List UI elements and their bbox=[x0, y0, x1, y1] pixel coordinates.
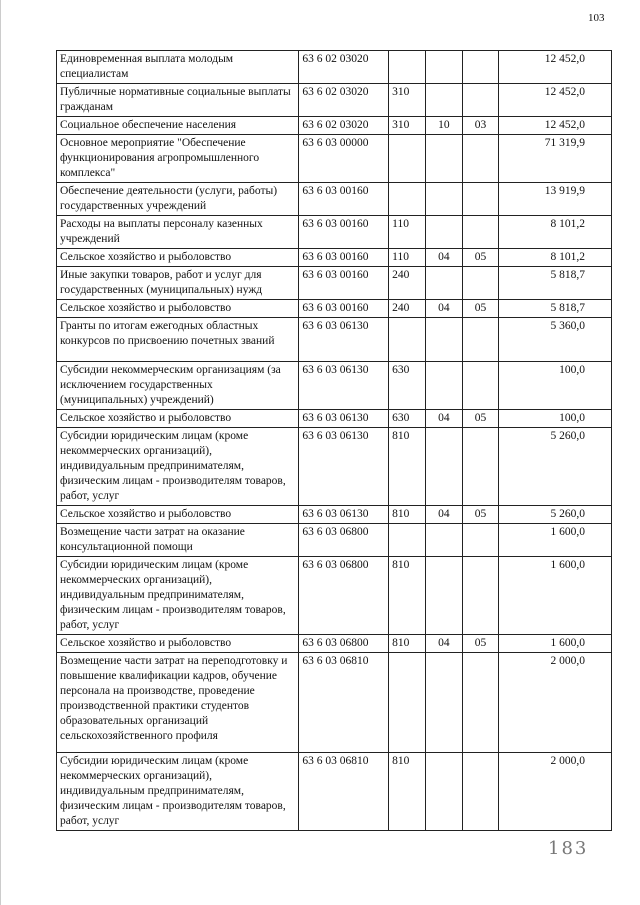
cell-amount: 5 260,0 bbox=[499, 428, 612, 506]
cell-subsection bbox=[462, 653, 499, 753]
cell-subsection bbox=[462, 216, 499, 249]
table-row bbox=[57, 653, 612, 753]
cell-subsection bbox=[462, 753, 499, 831]
table-row bbox=[57, 84, 612, 117]
table-row bbox=[57, 135, 612, 183]
cell-section bbox=[426, 524, 463, 557]
cell-section bbox=[426, 84, 463, 117]
cell-section bbox=[426, 216, 463, 249]
table-row bbox=[57, 362, 612, 410]
table-row bbox=[57, 117, 612, 135]
cell-amount: 2 000,0 bbox=[499, 653, 612, 753]
cell-section: 04 bbox=[426, 506, 463, 524]
cell-target-code: 63 6 03 00000 bbox=[299, 135, 389, 183]
cell-name: Социальное обеспечение населения bbox=[57, 117, 299, 135]
cell-expense-type: 810 bbox=[389, 557, 426, 635]
cell-expense-type: 240 bbox=[389, 267, 426, 300]
cell-name: Сельское хозяйство и рыболовство bbox=[57, 410, 299, 428]
cell-name: Субсидии некоммерческим организациям (за исключением государственных (муниципальных) учреждений) bbox=[57, 362, 299, 410]
cell-target-code: 63 6 02 03020 bbox=[299, 117, 389, 135]
cell-name: Сельское хозяйство и рыболовство bbox=[57, 635, 299, 653]
cell-target-code: 63 6 03 06130 bbox=[299, 318, 389, 362]
cell-name: Возмещение части затрат на переподготовку и повышение квалификации кадров, обучение персонала на производстве, проведение производственной практики студентов образовательных организаций сельскохозяйственного профиля bbox=[57, 653, 299, 753]
cell-section: 04 bbox=[426, 635, 463, 653]
cell-expense-type: 310 bbox=[389, 84, 426, 117]
cell-subsection bbox=[462, 183, 499, 216]
cell-subsection: 05 bbox=[462, 249, 499, 267]
budget-table-container bbox=[56, 50, 612, 831]
cell-subsection: 05 bbox=[462, 300, 499, 318]
cell-target-code: 63 6 03 06810 bbox=[299, 653, 389, 753]
cell-target-code: 63 6 03 06130 bbox=[299, 410, 389, 428]
scan-edge bbox=[0, 0, 1, 905]
cell-name: Гранты по итогам ежегодных областных конкурсов по присвоению почетных званий bbox=[57, 318, 299, 362]
table-row bbox=[57, 410, 612, 428]
cell-amount: 100,0 bbox=[499, 362, 612, 410]
cell-target-code: 63 6 03 06800 bbox=[299, 524, 389, 557]
cell-target-code: 63 6 02 03020 bbox=[299, 84, 389, 117]
table-row bbox=[57, 183, 612, 216]
cell-subsection bbox=[462, 524, 499, 557]
cell-amount: 8 101,2 bbox=[499, 249, 612, 267]
cell-amount: 5 818,7 bbox=[499, 300, 612, 318]
cell-amount: 12 452,0 bbox=[499, 84, 612, 117]
table-row bbox=[57, 267, 612, 300]
cell-name: Обеспечение деятельности (услуги, работы) государственных учреждений bbox=[57, 183, 299, 216]
cell-amount: 71 319,9 bbox=[499, 135, 612, 183]
table-row bbox=[57, 249, 612, 267]
cell-target-code: 63 6 02 03020 bbox=[299, 51, 389, 84]
cell-name: Субсидии юридическим лицам (кроме некоммерческих организаций), индивидуальным предпринимателям, физическим лицам - производителям товаров, работ, услуг bbox=[57, 557, 299, 635]
cell-section bbox=[426, 428, 463, 506]
cell-expense-type: 310 bbox=[389, 117, 426, 135]
cell-amount: 13 919,9 bbox=[499, 183, 612, 216]
handwritten-page-stamp: 183 bbox=[548, 838, 589, 859]
cell-expense-type bbox=[389, 524, 426, 557]
cell-name: Сельское хозяйство и рыболовство bbox=[57, 249, 299, 267]
budget-table bbox=[56, 50, 612, 831]
cell-section: 04 bbox=[426, 249, 463, 267]
cell-subsection: 05 bbox=[462, 635, 499, 653]
cell-section: 10 bbox=[426, 117, 463, 135]
cell-amount: 5 360,0 bbox=[499, 318, 612, 362]
cell-section bbox=[426, 51, 463, 84]
cell-amount: 5 818,7 bbox=[499, 267, 612, 300]
table-row bbox=[57, 753, 612, 831]
table-row bbox=[57, 300, 612, 318]
cell-name: Иные закупки товаров, работ и услуг для государственных (муниципальных) нужд bbox=[57, 267, 299, 300]
table-row bbox=[57, 506, 612, 524]
cell-subsection: 05 bbox=[462, 410, 499, 428]
cell-name: Сельское хозяйство и рыболовство bbox=[57, 506, 299, 524]
cell-expense-type bbox=[389, 318, 426, 362]
cell-subsection bbox=[462, 135, 499, 183]
table-row bbox=[57, 428, 612, 506]
cell-expense-type bbox=[389, 183, 426, 216]
cell-target-code: 63 6 03 00160 bbox=[299, 183, 389, 216]
cell-section bbox=[426, 183, 463, 216]
cell-amount: 100,0 bbox=[499, 410, 612, 428]
cell-name: Субсидии юридическим лицам (кроме некоммерческих организаций), индивидуальным предпринимателям, физическим лицам - производителям товаров, работ, услуг bbox=[57, 428, 299, 506]
table-row bbox=[57, 557, 612, 635]
cell-expense-type bbox=[389, 135, 426, 183]
cell-amount: 2 000,0 bbox=[499, 753, 612, 831]
cell-expense-type: 110 bbox=[389, 249, 426, 267]
cell-subsection bbox=[462, 362, 499, 410]
cell-section: 04 bbox=[426, 410, 463, 428]
cell-amount: 1 600,0 bbox=[499, 557, 612, 635]
cell-target-code: 63 6 03 06800 bbox=[299, 635, 389, 653]
cell-expense-type bbox=[389, 51, 426, 84]
cell-expense-type: 810 bbox=[389, 506, 426, 524]
cell-name: Единовременная выплата молодым специалистам bbox=[57, 51, 299, 84]
cell-section bbox=[426, 753, 463, 831]
table-row bbox=[57, 51, 612, 84]
cell-amount: 8 101,2 bbox=[499, 216, 612, 249]
cell-target-code: 63 6 03 00160 bbox=[299, 249, 389, 267]
cell-subsection bbox=[462, 557, 499, 635]
cell-expense-type: 240 bbox=[389, 300, 426, 318]
cell-name: Субсидии юридическим лицам (кроме некоммерческих организаций), индивидуальным предпринимателям, физическим лицам - производителям товаров, работ, услуг bbox=[57, 753, 299, 831]
cell-subsection bbox=[462, 267, 499, 300]
cell-target-code: 63 6 03 00160 bbox=[299, 216, 389, 249]
cell-section bbox=[426, 318, 463, 362]
cell-section bbox=[426, 362, 463, 410]
cell-subsection bbox=[462, 84, 499, 117]
table-row bbox=[57, 635, 612, 653]
cell-section: 04 bbox=[426, 300, 463, 318]
cell-name: Основное мероприятие "Обеспечение функционирования агропромышленного комплекса" bbox=[57, 135, 299, 183]
cell-subsection bbox=[462, 51, 499, 84]
budget-table-body bbox=[57, 51, 612, 831]
table-row bbox=[57, 318, 612, 362]
cell-subsection: 05 bbox=[462, 506, 499, 524]
cell-expense-type: 810 bbox=[389, 635, 426, 653]
cell-section bbox=[426, 557, 463, 635]
cell-target-code: 63 6 03 06130 bbox=[299, 506, 389, 524]
cell-subsection: 03 bbox=[462, 117, 499, 135]
cell-expense-type: 810 bbox=[389, 428, 426, 506]
cell-name: Сельское хозяйство и рыболовство bbox=[57, 300, 299, 318]
cell-section bbox=[426, 653, 463, 753]
cell-amount: 12 452,0 bbox=[499, 117, 612, 135]
cell-expense-type: 630 bbox=[389, 410, 426, 428]
cell-name: Публичные нормативные социальные выплаты гражданам bbox=[57, 84, 299, 117]
cell-amount: 1 600,0 bbox=[499, 635, 612, 653]
cell-section bbox=[426, 135, 463, 183]
cell-expense-type bbox=[389, 653, 426, 753]
cell-target-code: 63 6 03 06130 bbox=[299, 362, 389, 410]
cell-target-code: 63 6 03 06810 bbox=[299, 753, 389, 831]
cell-target-code: 63 6 03 00160 bbox=[299, 267, 389, 300]
cell-name: Возмещение части затрат на оказание консультационной помощи bbox=[57, 524, 299, 557]
cell-amount: 1 600,0 bbox=[499, 524, 612, 557]
cell-target-code: 63 6 03 06800 bbox=[299, 557, 389, 635]
table-row bbox=[57, 524, 612, 557]
cell-amount: 12 452,0 bbox=[499, 51, 612, 84]
cell-expense-type: 110 bbox=[389, 216, 426, 249]
cell-expense-type: 810 bbox=[389, 753, 426, 831]
cell-target-code: 63 6 03 00160 bbox=[299, 300, 389, 318]
cell-name: Расходы на выплаты персоналу казенных учреждений bbox=[57, 216, 299, 249]
cell-target-code: 63 6 03 06130 bbox=[299, 428, 389, 506]
page-number: 103 bbox=[588, 12, 605, 24]
cell-subsection bbox=[462, 318, 499, 362]
cell-section bbox=[426, 267, 463, 300]
cell-subsection bbox=[462, 428, 499, 506]
cell-amount: 5 260,0 bbox=[499, 506, 612, 524]
cell-expense-type: 630 bbox=[389, 362, 426, 410]
table-row bbox=[57, 216, 612, 249]
